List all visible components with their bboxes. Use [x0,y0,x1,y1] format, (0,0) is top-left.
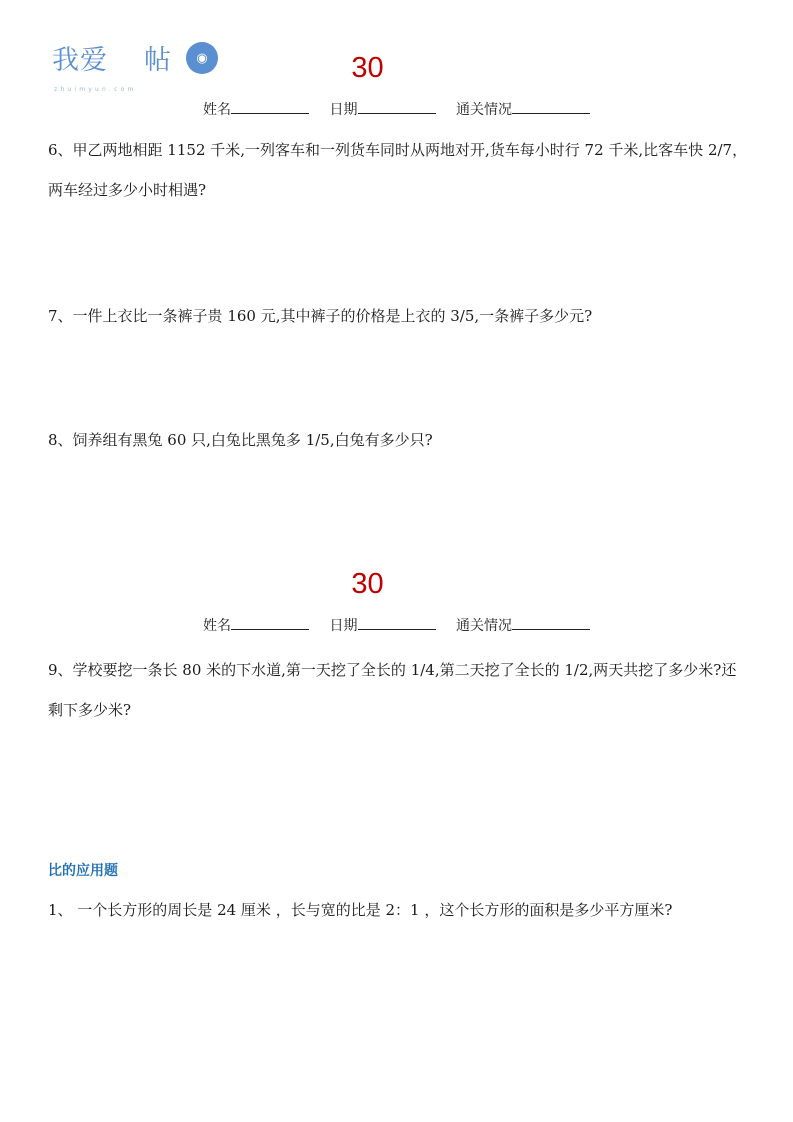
section-title: 比的应用题 [48,863,118,879]
score-title-1: 30 [351,52,384,84]
logo-text: 我爱 帖 [52,45,172,76]
date-blank [358,101,436,114]
logo-brand: zhuimyun.com [54,86,137,93]
date-blank [358,617,436,630]
status-blank [512,617,590,630]
name-blank [231,101,309,114]
date-label: 日期 [329,102,358,118]
status-label: 通关情况 [455,618,512,634]
ratio-question-1: 1、 一个长方形的周长是 24 厘米 ，长与宽的比是 2：1 ，这个长方形的面积是多少平方厘米? [48,901,673,919]
status-blank [512,101,590,114]
date-label: 日期 [329,618,358,634]
question-7: 7、一件上衣比一条裤子贵 160 元,其中裤子的价格是上衣的 3/5,一条裤子多少元? [48,307,593,325]
info-line-2 [0,615,793,635]
status-label: 通关情况 [455,102,512,118]
name-label: 姓名 [203,618,232,634]
logo-circle-icon: ◉ [186,42,218,74]
info-line-1 [0,99,793,119]
question-9: 9、学校要挖一条长 80 米的下水道,第一天挖了全长的 1/4,第二天挖了全长的 1/2,两天共挖了多少米?还剩下多少米? [48,661,737,719]
name-label: 姓名 [203,102,232,118]
score-title-2: 30 [351,568,384,600]
question-8: 8、饲养组有黑兔 60 只,白兔比黑兔多 1/5,白兔有多少只? [48,431,433,449]
name-blank [231,617,309,630]
question-6: 6、甲乙两地相距 1152 千米,一列客车和一列货车同时从两地对开,货车每小时行 72 千米,比客车快 2/7，两车经过多少小时相遇? [48,141,748,199]
